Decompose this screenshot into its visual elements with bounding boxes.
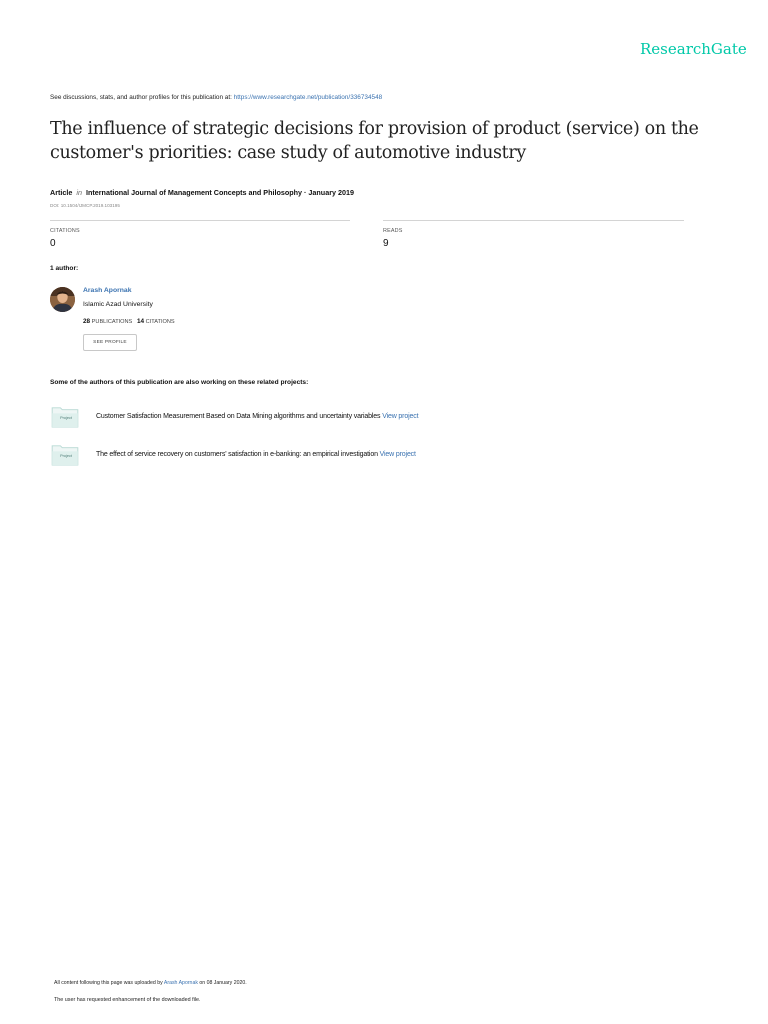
see-discussions-text: See discussions, stats, and author profiles for this publication at: [50, 94, 232, 101]
author-avatar[interactable] [50, 287, 75, 312]
in-label: in [76, 188, 82, 197]
upload-note-suffix: on 08 January 2020. [199, 980, 247, 986]
project-text [96, 451, 416, 458]
person-icon [50, 287, 75, 312]
publications-label: PUBLICATIONS [91, 319, 133, 325]
publication-title: The influence of strategic decisions for provision of product (service) on the customer's priorities: case study of automotive industry [50, 119, 699, 163]
see-discussions-line [50, 94, 382, 101]
author-affiliation: Islamic Azad University [83, 301, 153, 308]
article-type: Article [50, 188, 73, 197]
author-citations-label: CITATIONS [145, 319, 175, 325]
project-item[interactable] [51, 406, 79, 433]
related-projects-heading: Some of the authors of this publication are also working on these related projects: [50, 379, 309, 386]
author-stats [83, 318, 175, 325]
see-profile-button[interactable]: SEE PROFILE [83, 334, 137, 351]
reads-divider [383, 220, 684, 221]
citations-value: 0 [50, 238, 56, 249]
upload-note-prefix: All content following this page was uploaded by [54, 980, 163, 986]
project-item[interactable] [51, 444, 79, 471]
project-icon-label: Project [60, 416, 72, 420]
doi: DOI: 10.1504/IJMCP.2019.103195 [50, 203, 120, 208]
view-project-link[interactable]: View project [382, 413, 419, 420]
authors-heading: 1 author: [50, 265, 79, 272]
publication-meta [50, 188, 354, 197]
journal-name: International Journal of Management Concepts and Philosophy [85, 188, 303, 197]
uploader-link[interactable]: Arash Apornak [163, 980, 198, 986]
project-icon-label: Project [60, 454, 72, 458]
project-text [96, 413, 418, 420]
project-title: Customer Satisfaction Measurement Based on Data Mining algorithms and uncertainty variables [96, 413, 381, 420]
author-citations-count: 14 [136, 318, 145, 325]
publications-count: 28 [83, 318, 91, 325]
reads-value: 9 [383, 238, 389, 249]
publication-url-link[interactable]: https://www.researchgate.net/publication/336734548 [233, 94, 383, 101]
author-name-link[interactable]: Arash Apornak [83, 287, 132, 294]
upload-note [54, 980, 247, 986]
publication-date: · January 2019 [304, 188, 354, 197]
citations-label: CITATIONS [50, 228, 80, 234]
reads-label: READS [383, 228, 403, 234]
citations-divider [50, 220, 350, 221]
enhancement-note: The user has requested enhancement of the downloaded file. [54, 997, 201, 1003]
project-title: The effect of service recovery on customers' satisfaction in e-banking: an empirical investigation [96, 451, 378, 458]
view-project-link[interactable]: View project [379, 451, 416, 458]
researchgate-logo[interactable]: ResearchGate [640, 40, 747, 58]
